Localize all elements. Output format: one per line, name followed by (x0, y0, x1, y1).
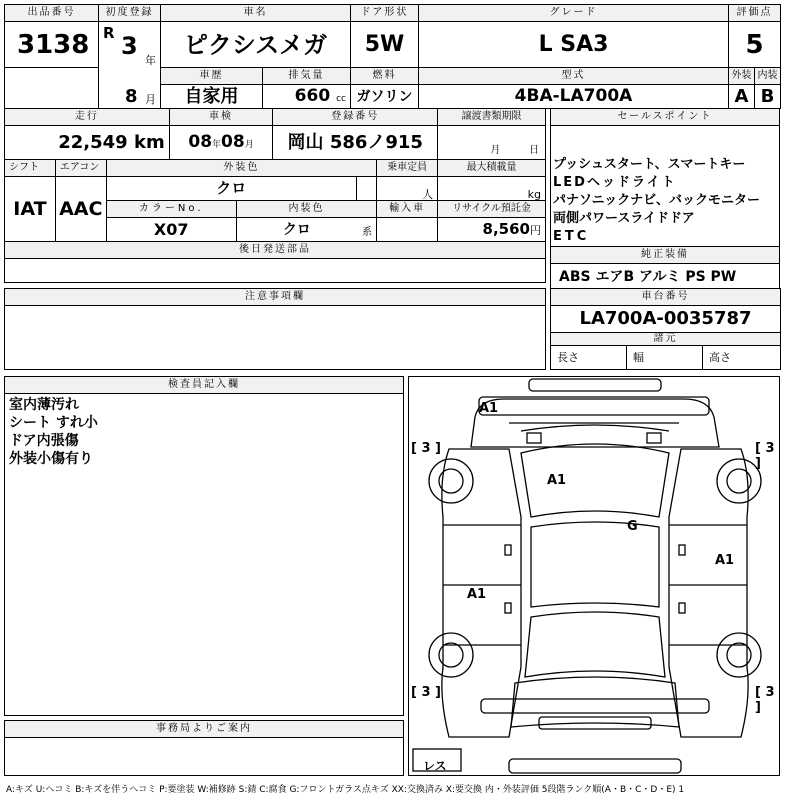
detail-table (4, 108, 546, 283)
tire-mark: [ 3 ] (755, 685, 775, 715)
door-type: 5W (351, 22, 419, 68)
color-no-header: カラーNo. (106, 201, 236, 218)
notes-body (5, 306, 546, 370)
int-color-header: 内装色 (236, 201, 376, 218)
car-name-header: 車名 (161, 5, 351, 22)
model-code-header: 型式 (419, 68, 729, 85)
transfer-month-unit: 月 (490, 145, 501, 156)
capacity: 人 (377, 177, 438, 201)
sales-points (551, 126, 780, 247)
inspector-note: シート すれ小 (9, 415, 98, 431)
max-load-header: 最大積載量 (438, 160, 546, 177)
fuel: ガソリン (351, 85, 419, 109)
tire-mark-value: 3 (421, 441, 431, 456)
recycle-header: リサイクル預託金 (438, 201, 546, 218)
shift-header: シフト (5, 160, 56, 177)
fuel-header: 燃料 (351, 68, 419, 85)
recycle-unit: 円 (530, 224, 541, 237)
mileage-unit: km (133, 131, 165, 153)
max-load: kg (438, 177, 546, 201)
sales-point: LEDヘッドライト (553, 175, 677, 190)
lot-no-header: 出品番号 (5, 5, 99, 22)
int-header: 内装 (755, 68, 781, 85)
ext-color: クロ (106, 177, 356, 201)
sales-point: プッシュスタート、スマートキー (553, 157, 746, 172)
car-diagram (408, 376, 780, 776)
capacity-header: 乗車定員 (377, 160, 438, 177)
inspection-month: 08 (221, 132, 245, 152)
damage-mark: A1 (715, 553, 735, 568)
notes-header: 注意事項欄 (5, 289, 546, 306)
ext-color-header: 外装色 (106, 160, 376, 177)
inspection-year: 08 (188, 132, 213, 152)
spec-width: 幅 (627, 345, 703, 369)
inspector-note: 外装小傷有り (9, 451, 93, 467)
inspector-note: 室内薄汚れ (9, 397, 79, 413)
later-parts (5, 259, 546, 283)
displacement (263, 85, 351, 109)
score-header: 評価点 (729, 5, 781, 22)
damage-mark: A1 (467, 587, 487, 602)
legend: A:キズ U:ヘコミ B:キズを伴うヘコミ P:要塗装 W:補修跡 S:錆 C:腐食 G:フロントガラス点キズ XX:交換済み X:要交換 内・外装評価 5段階ランク順(A・B・C・D・E) 1 (6, 785, 685, 795)
car-name: ピクシスメガ (161, 22, 351, 68)
history: 自家用 (161, 85, 263, 109)
office-table (4, 720, 404, 776)
ext-header: 外装 (729, 68, 755, 85)
first-reg-header: 初度登録 (99, 5, 161, 22)
inspector-notes (5, 394, 404, 716)
chassis-no: LA700A-0035787 (551, 306, 781, 332)
specs-header: 諸元 (551, 332, 781, 345)
reg-year: 3 (121, 32, 138, 60)
genuine-equipment: ABS エアB アルミ PS PW (551, 264, 780, 290)
inspector-header: 検査員記入欄 (5, 377, 404, 394)
reg-month-unit: 月 (145, 93, 156, 106)
sales-point: 両側パワースライドドア (553, 211, 695, 226)
chassis-table (550, 288, 781, 370)
score: 5 (729, 22, 781, 68)
inspection (169, 126, 273, 160)
first-reg-year (99, 22, 161, 68)
import (377, 218, 438, 242)
tire-mark: [ 3 ] (411, 685, 441, 700)
lot-no: 3138 (5, 22, 99, 68)
sales-points-header: セールスポイント (551, 109, 780, 126)
int-color-unit: 系 (362, 227, 373, 238)
aircon: AAC (55, 177, 106, 242)
genuine-header: 純正装備 (551, 247, 780, 264)
damage-mark: A1 (479, 401, 499, 416)
sales-point: ETC (553, 229, 590, 244)
recycle-value: 8,560 (482, 220, 530, 238)
inspection-year-unit: 年 (212, 140, 222, 150)
reg-no: 岡山 586ノ915 (273, 126, 438, 160)
office-body (5, 738, 404, 776)
history-header: 車歴 (161, 68, 263, 85)
transfer-day-unit: 日 (529, 145, 539, 156)
door-header: ドア形状 (351, 5, 419, 22)
int-score: B (755, 85, 781, 109)
transfer-doc-header: 譲渡書類期限 (438, 109, 546, 126)
spare-label: レス (423, 759, 447, 773)
transfer-doc (438, 126, 546, 160)
inspector-table (4, 376, 404, 716)
ext-score: A (729, 85, 755, 109)
tire-mark: [ 3 ] (411, 441, 441, 456)
later-parts-header: 後日発送部品 (5, 242, 546, 259)
inspector-note: ドア内張傷 (9, 433, 79, 449)
chassis-header: 車台番号 (551, 289, 781, 306)
inspection-month-unit: 月 (244, 140, 254, 150)
int-color-value: クロ (282, 222, 311, 238)
damage-mark: G (627, 519, 638, 534)
tire-mark-value: 3 (765, 685, 775, 700)
lot-blank (5, 68, 99, 109)
office-header: 事務局よりご案内 (5, 721, 404, 738)
reg-month: 8 (125, 85, 138, 107)
color-no: X07 (106, 218, 236, 242)
car-outline-svg (409, 377, 781, 777)
mileage-header: 走行 (5, 109, 170, 126)
grade: L SA3 (419, 22, 729, 68)
displacement-header: 排気量 (263, 68, 351, 85)
mileage (5, 126, 170, 160)
first-reg-month (99, 85, 161, 109)
spec-length: 長さ (551, 345, 627, 369)
grade-header: グレード (419, 5, 729, 22)
shift: IAT (5, 177, 56, 242)
inspection-header: 車検 (169, 109, 273, 126)
tire-mark-value: 3 (421, 685, 431, 700)
sales-points-table (550, 108, 780, 290)
recycle (438, 218, 546, 242)
top-info-table (4, 4, 781, 109)
model-code: 4BA-LA700A (419, 85, 729, 109)
aircon-header: エアコン (55, 160, 106, 177)
tire-mark-value: 3 (765, 441, 775, 456)
import-header: 輸入車 (377, 201, 438, 218)
tire-mark: [ 3 ] (755, 441, 775, 471)
reg-no-header: 登録番号 (273, 109, 438, 126)
reg-year-unit: 年 (145, 53, 156, 67)
displacement-value: 660 (294, 86, 331, 106)
sales-point: パナソニックナビ、バックモニター (553, 193, 760, 208)
damage-mark: A1 (547, 473, 567, 488)
notes-table (4, 288, 546, 370)
displacement-unit: cc (336, 94, 346, 104)
int-color (236, 218, 376, 242)
spec-height: 高さ (703, 345, 781, 369)
era: R (103, 24, 115, 42)
mileage-value: 22,549 (58, 131, 128, 153)
